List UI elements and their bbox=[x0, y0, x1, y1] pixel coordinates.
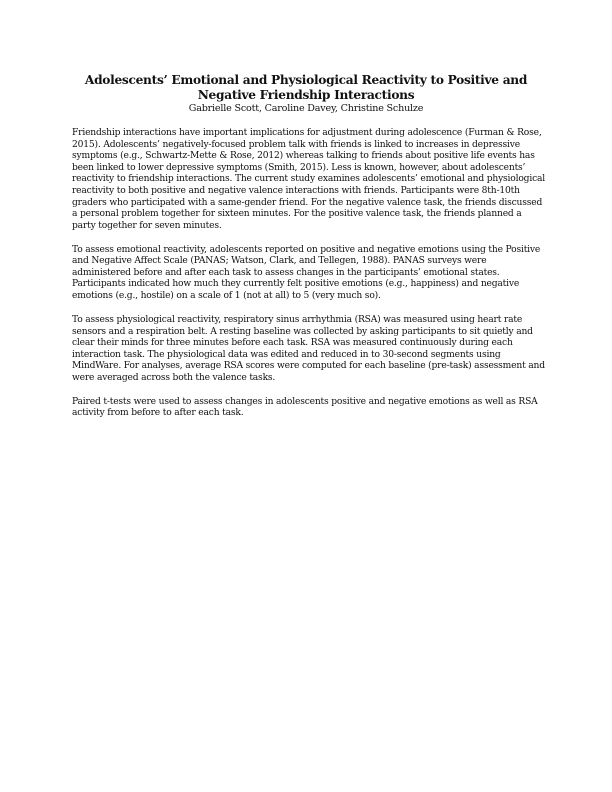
paper-title bbox=[72, 73, 540, 103]
paragraph-physiological-reactivity: To assess physiological reactivity, respiratory sinus arrhythmia (RSA) was measured using heart rate sensors and a respiration belt. A resting baseline was collected by asking participants to sit quietly and clear their minds for three minutes before each task. RSA was measured continuously during each interaction task. The physiological data was edited and reduced in to 30-second segments using MindWare. For analyses, average RSA scores were computed for each baseline (pre-task) assessment and were averaged across both the valence tasks. bbox=[72, 314, 545, 383]
title-line-1: Adolescents’ Emotional and Physiological Reactivity to Positive and bbox=[84, 73, 528, 87]
author-list: Gabrielle Scott, Caroline Davey, Christine Schulze bbox=[188, 103, 424, 114]
title-line-2: Negative Friendship Interactions bbox=[197, 88, 415, 102]
paragraph-analysis: Paired t-tests were used to assess changes in adolescents positive and negative emotions as well as RSA activity from before to after each task. bbox=[72, 396, 538, 419]
paragraph-introduction: Friendship interactions have important implications for adjustment during adolescence (Furman & Rose, 2015). Adolescents’ negatively-focused problem talk with friends is linked to increases in depressive symptoms (e.g., Schwartz-Mette & Rose, 2012) whereas talking to friends about positive life events has been linked to lower depressive symptoms (Smith, 2015). Less is known, however, about adolescents’ reactivity to friendship interactions. The current study examines adolescents’ emotional and physiological reactivity to both positive and negative valence interactions with friends. Participants were 8th-10th graders who participated with a same-gender friend. For the negative valence task, the friends discussed a personal problem together for sixteen minutes. For the positive valence task, the friends planned a party together for seven minutes. bbox=[72, 128, 545, 231]
abstract-body bbox=[72, 128, 546, 432]
paragraph-emotional-reactivity: To assess emotional reactivity, adolescents reported on positive and negative emotions using the Positive and Negative Affect Scale (PANAS; Watson, Clark, and Tellegen, 1988). PANAS surveys were administered before and after each task to assess changes in the participants’ emotional states. Participants indicated how much they currently felt positive emotions (e.g., happiness) and negative emotions (e.g., hostile) on a scale of 1 (not at all) to 5 (very much so). bbox=[72, 244, 541, 302]
